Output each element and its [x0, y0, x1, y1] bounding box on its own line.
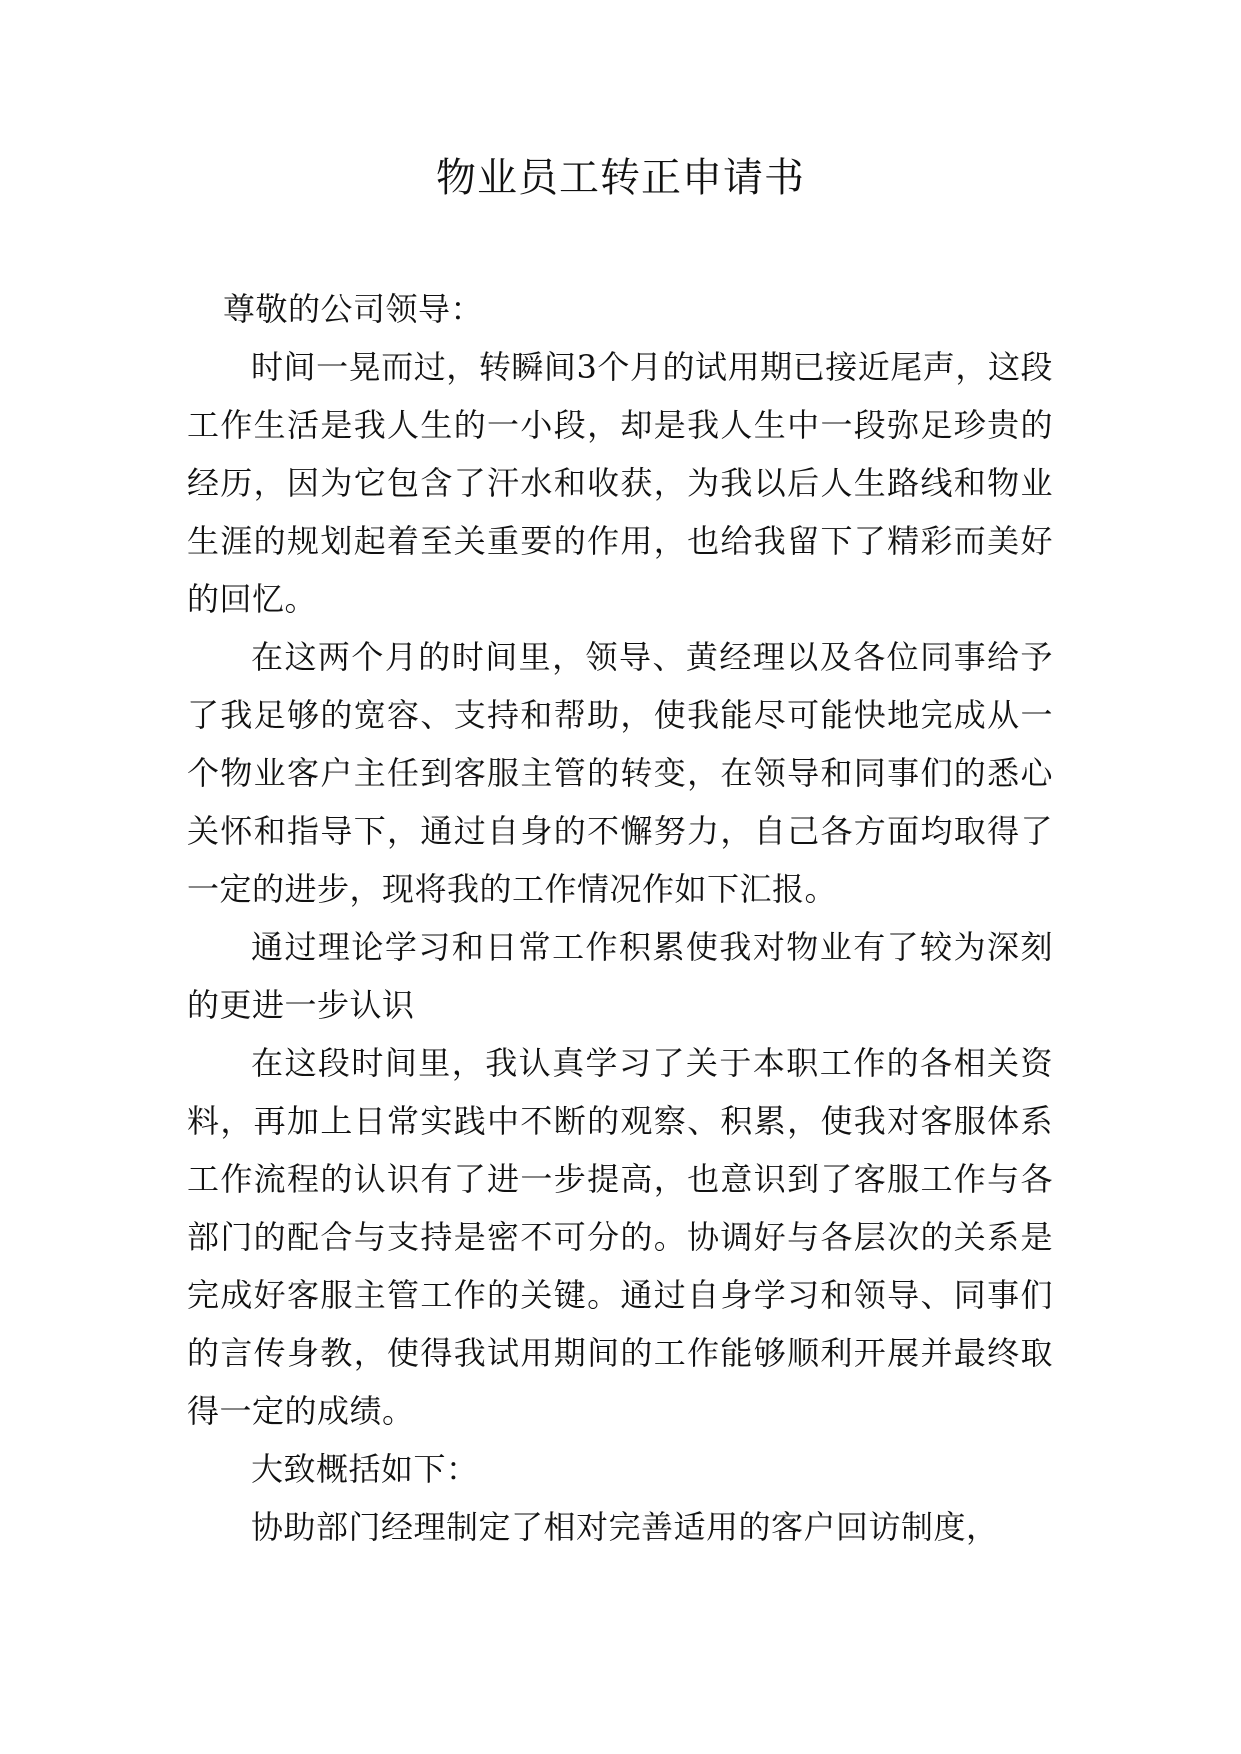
paragraph-summary-heading: 大致概括如下： [251, 1450, 479, 1488]
paragraph-learning: 在这段时间里，我认真学习了关于本职工作的各相关资料，再加上日常实践中不断的观察、积累，使我对客服体系工作流程的认识有了进一步提高，也意识到了客服工作与各部门的配合与支持是密不可分的。协调好与各层次的关系是完成好客服主管工作的关键。通过自身学习和领导、同事们的言传身教，使得我试用期间的工作能够顺利开展并最终取得一定的成绩。 [187, 1044, 1053, 1430]
document-title: 物业员工转正申请书 [436, 155, 805, 201]
paragraph-understanding: 通过理论学习和日常工作积累使我对物业有了较为深刻的更进一步认识 [187, 928, 1053, 1024]
paragraph-assist: 协助部门经理制定了相对完善适用的客户回访制度， [251, 1508, 999, 1546]
paragraph-intro: 时间一晃而过，转瞬间3个月的试用期已接近尾声，这段工作生活是我人生的一小段，却是我人生中一段弥足珍贵的经历，因为它包含了汗水和收获，为我以后人生路线和物业生涯的规划起着至关重要的作用，也给我留下了精彩而美好的回忆。 [187, 348, 1053, 618]
paragraph-support: 在这两个月的时间里，领导、黄经理以及各位同事给予了我足够的宽容、支持和帮助，使我能尽可能快地完成从一个物业客户主任到客服主管的转变，在领导和同事们的悉心关怀和指导下，通过自身的不懈努力，自己各方面均取得了一定的进步，现将我的工作情况作如下汇报。 [187, 638, 1053, 908]
document-body [187, 280, 1053, 1556]
salutation: 尊敬的公司领导： [223, 290, 484, 328]
